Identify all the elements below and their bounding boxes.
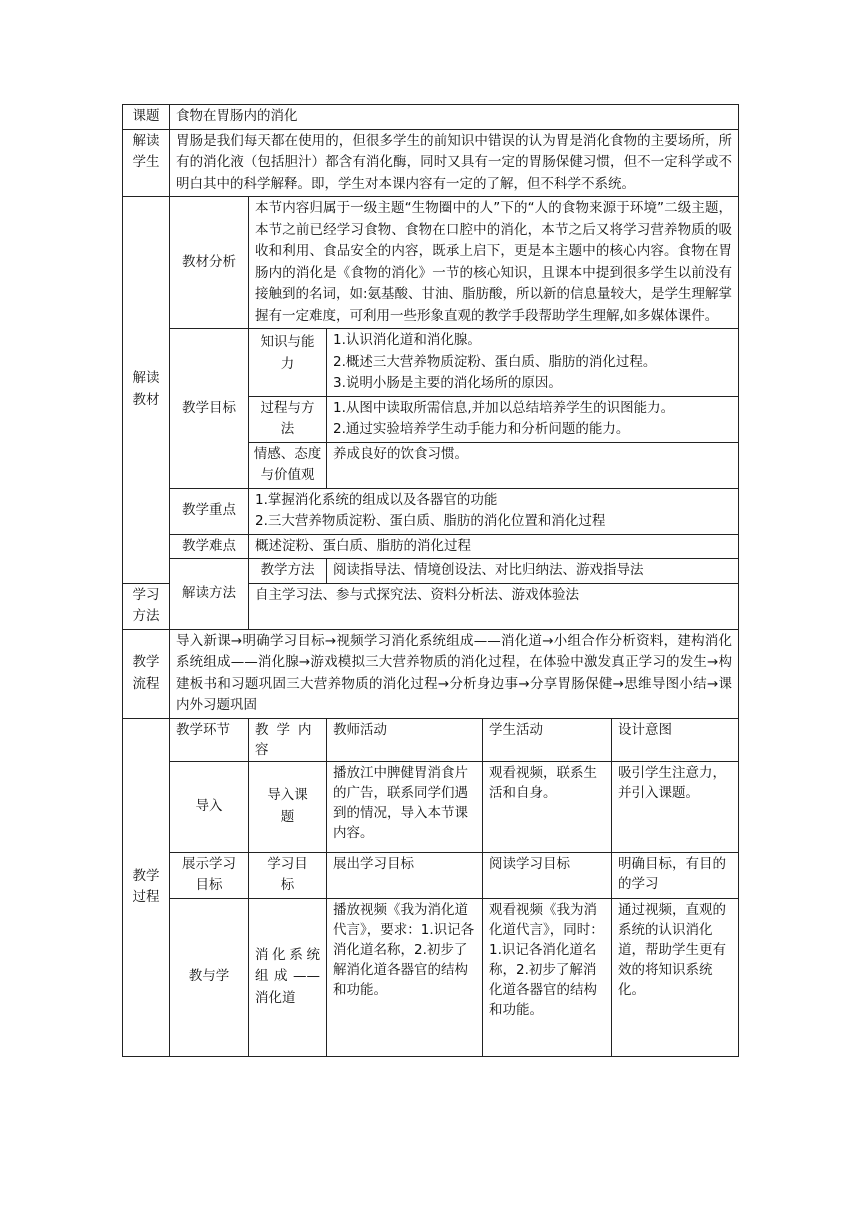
goal-item: 1.从图中读取所需信息,并加以总结培养学生的识图能力。 <box>333 399 675 416</box>
goal-label-knowledge: 知识与能力 <box>249 329 327 397</box>
process-student: 阅读学习目标 <box>483 852 612 898</box>
header-teacher: 教师活动 <box>327 718 483 761</box>
process-stage: 教与学 <box>170 898 249 1056</box>
process-header-row <box>123 718 739 761</box>
students-text: 胃肠是我们每天都在使用的，但很多学生的前知识中错误的认为胃是消化食物的主要场所，所有的消化液（包括胆汁）都含有消化酶，同时又具有一定的胃肠保健习惯，但不一定科学或不明白其中的科学解释。即，学生对本课内容有一定的了解，但不科学不系统。 <box>170 129 739 197</box>
teaching-method-text: 阅读指导法、情境创设法、对比归纳法、游戏指导法 <box>327 559 739 584</box>
goal-items-attitude <box>327 442 739 488</box>
key-item: 2.三大营养物质淀粉、蛋白质、脂肪的消化位置和消化过程 <box>255 513 606 529</box>
goal-items-knowledge <box>327 329 739 397</box>
difficulty-row <box>123 534 739 559</box>
flow-text: 导入新课→明确学习目标→视频学习消化系统组成——消化道→小组合作分析资料，建构消化系统组成——消化腺→游戏模拟三大营养物质的消化过程，在体验中激发真正学习的发生→构建板书和习题巩固三大营养物质的消化过程→分析身边事→分享胃肠保健→思维导图小结→课内外习题巩固 <box>170 629 739 718</box>
goals-label: 教学目标 <box>170 329 249 489</box>
process-intent: 吸引学生注意力，并引入课题。 <box>612 761 739 852</box>
process-stage: 导入 <box>170 761 249 852</box>
process-content: 学习目标 <box>249 852 327 898</box>
goal-item: 1.认识消化道和消化腺。 <box>333 332 481 348</box>
header-stage: 教学环节 <box>170 718 249 761</box>
course-title: 食物在胃肠内的消化 <box>170 105 739 130</box>
process-teacher: 展出学习目标 <box>327 852 483 898</box>
learning-method-text: 自主学习法、参与式探究法、资料分析法、游戏体验法 <box>249 583 739 629</box>
process-teacher: 播放视频《我为消化道代言》，要求：1.识记各消化道名称，2.初步了解消化道各器官的结构和功能。 <box>327 898 483 1056</box>
materials-analysis-row <box>123 197 739 329</box>
goal-label-attitude: 情感、态度与价值观 <box>249 442 327 488</box>
students-row <box>123 129 739 197</box>
process-student: 观看视频《我为消化道代言》，同时：1.识记各消化道名称，2.初步了解消化道各器官的结构和功能。 <box>483 898 612 1056</box>
teaching-method-row <box>123 559 739 584</box>
course-row <box>123 105 739 130</box>
teaching-method-label: 教学方法 <box>249 559 327 584</box>
goal-item: 3.说明小肠是主要的消化场所的原因。 <box>333 375 562 391</box>
lesson-plan-document <box>122 104 738 1057</box>
analysis-label: 教材分析 <box>170 197 249 329</box>
key-points-row <box>123 488 739 534</box>
goal-item: 2.通过实验培养学生动手能力和分析问题的能力。 <box>333 421 630 437</box>
process-label: 教学过程 <box>123 718 170 1056</box>
key-items <box>249 488 739 534</box>
process-student: 观看视频，联系生活和自身。 <box>483 761 612 852</box>
process-row <box>123 852 739 898</box>
process-teacher: 播放江中脾健胃消食片的广告，联系同学们遇到的情况，导入本节课内容。 <box>327 761 483 852</box>
goal-items-process <box>327 396 739 442</box>
header-content: 教学内容 <box>249 718 327 761</box>
course-label: 课题 <box>123 105 170 130</box>
difficulty-label: 教学难点 <box>170 534 249 559</box>
flow-row <box>123 629 739 718</box>
key-label: 教学重点 <box>170 488 249 534</box>
difficulty-text: 概述淀粉、蛋白质、脂肪的消化过程 <box>249 534 739 559</box>
goal-label-process: 过程与方法 <box>249 396 327 442</box>
goal-row-knowledge <box>123 329 739 397</box>
goal-item: 养成良好的饮食习惯。 <box>333 445 468 462</box>
learning-method-label: 学习方法 <box>123 583 170 629</box>
methods-label: 解读方法 <box>170 559 249 630</box>
goal-item: 2.概述三大营养物质淀粉、蛋白质、脂肪的消化过程。 <box>333 353 657 370</box>
flow-label: 教学流程 <box>123 629 170 718</box>
process-intent: 明确目标，有目的的学习 <box>612 852 739 898</box>
process-intent: 通过视频，直观的系统的认识消化道，帮助学生更有效的将知识系统化。 <box>612 898 739 1056</box>
process-row <box>123 898 739 1056</box>
analysis-text: 本节内容归属于一级主题“生物圈中的人”下的“人的食物来源于环境”二级主题，本节之前已经学习食物、食物在口腔中的消化，本节之后又将学习营养物质的吸收和利用、食品安全的内容，既承上启下，更是本主题中的核心内容。食物在胃肠内的消化是《食物的消化》一节的核心知识，且课本中提到很多学生以前没有接触到的名词，如:氨基酸、甘油、脂肪酸，所以新的信息量较大，是学生理解掌握有一定难度，可利用一些形象直观的教学手段帮助学生理解,如多媒体课件。 <box>249 197 739 329</box>
header-student: 学生活动 <box>483 718 612 761</box>
students-label: 解读学生 <box>123 129 170 197</box>
process-stage: 展示学习目标 <box>170 852 249 898</box>
lesson-plan-table <box>122 104 739 1057</box>
key-item: 1.掌握消化系统的组成以及各器官的功能 <box>255 491 498 508</box>
header-intent: 设计意图 <box>612 718 739 761</box>
process-content: 消化系统组成——消化道 <box>249 898 327 1056</box>
materials-label: 解读教材 <box>123 197 170 584</box>
process-content: 导入课题 <box>249 761 327 852</box>
process-row <box>123 761 739 852</box>
